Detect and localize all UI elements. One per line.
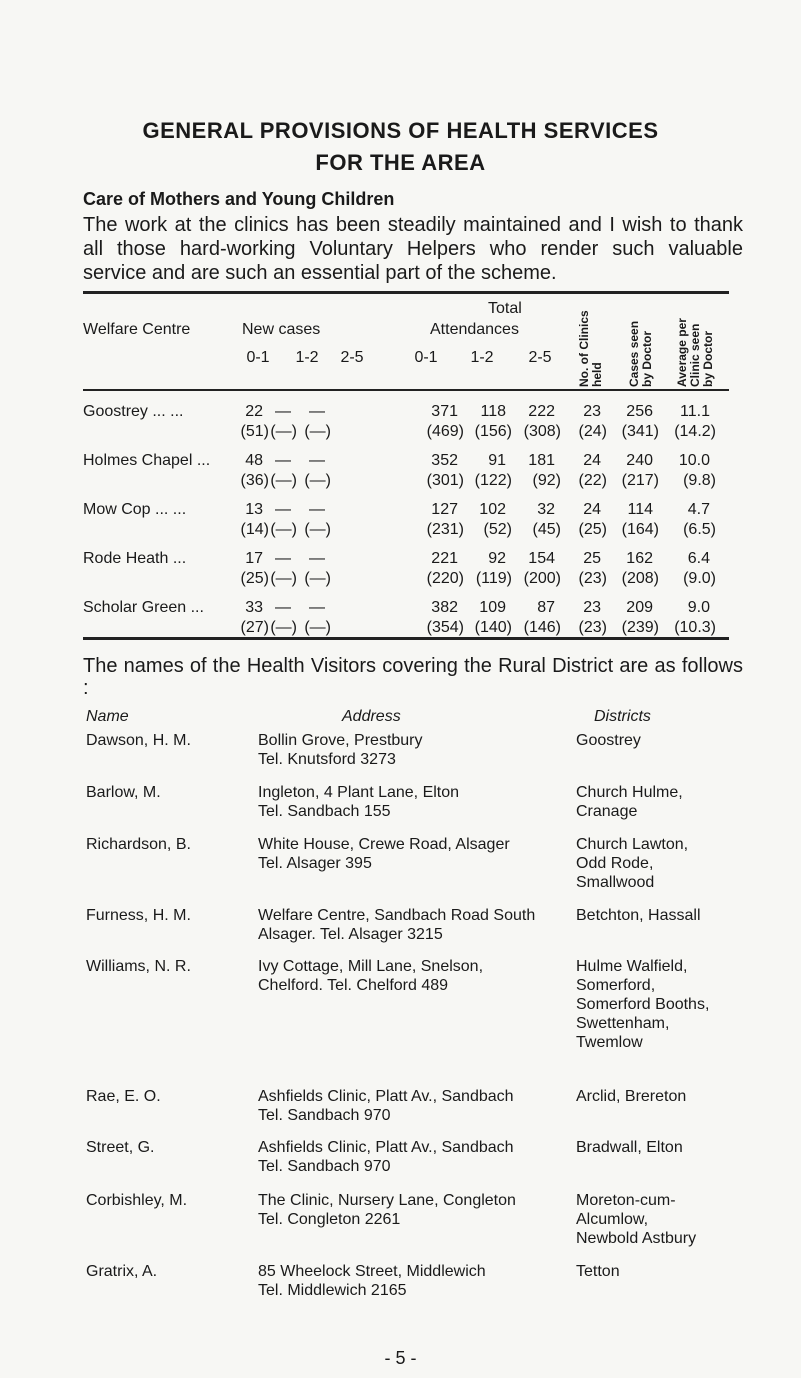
table-cell-previous-year: (—): [304, 423, 331, 440]
table-cell-previous-year: (—): [270, 521, 297, 538]
table-cell-previous-year: (23): [578, 619, 607, 636]
table-cell: 48: [245, 452, 263, 469]
table-cell-previous-year: (301): [426, 472, 464, 489]
page-heading-line1: GENERAL PROVISIONS OF HEALTH SERVICES: [142, 118, 659, 143]
table-top-rule: [83, 291, 729, 294]
header-attendances: Attendances: [430, 321, 519, 338]
table-cell: 102: [479, 501, 506, 518]
table-cell-previous-year: (—): [270, 423, 297, 440]
table-cell-previous-year: (10.3): [674, 619, 716, 636]
table-cell: 25: [583, 550, 601, 567]
table-cell: —: [275, 599, 291, 616]
table-cell-previous-year: (119): [475, 570, 512, 587]
visitor-districts: Hulme Walfield, Somerford, Somerford Booths, Swettenham, Twemlow: [576, 958, 710, 1051]
section-title: Care of Mothers and Young Children: [83, 189, 395, 209]
table-cell-previous-year: (—): [304, 570, 331, 587]
table-cell-previous-year: (—): [304, 521, 331, 538]
table-cell: 91: [488, 452, 506, 469]
table-cell-previous-year: (146): [523, 619, 561, 636]
visitors-header-address: Address: [342, 708, 401, 725]
table-cell-previous-year: (—): [270, 472, 297, 489]
table-cell: —: [309, 452, 325, 469]
table-cell: —: [309, 550, 325, 567]
table-cell: 24: [583, 452, 601, 469]
table-cell-previous-year: (—): [270, 619, 297, 636]
header-clinics-held: No. of Clinics held: [577, 310, 604, 387]
table-cell: —: [309, 501, 325, 518]
table-cell: 9.0: [687, 599, 710, 616]
visitor-address: 85 Wheelock Street, Middlewich Tel. Middlewich 2165: [258, 1263, 486, 1299]
table-cell: 240: [626, 452, 653, 469]
table-cell: 154: [528, 550, 555, 567]
table-cell-previous-year: (354): [426, 619, 464, 636]
table-cell: —: [275, 452, 291, 469]
visitor-address: White House, Crewe Road, Alsager Tel. Alsager 395: [258, 836, 510, 872]
table-cell: 4.7: [687, 501, 710, 518]
table-cell: 11.1: [680, 403, 710, 420]
table-cell-previous-year: (231): [426, 521, 464, 538]
table-cell: 23: [583, 599, 601, 616]
table-cell: 221: [431, 550, 458, 567]
table-cell-previous-year: (469): [426, 423, 464, 440]
visitor-address: Bollin Grove, Prestbury Tel. Knutsford 3273: [258, 732, 423, 768]
visitor-address: The Clinic, Nursery Lane, Congleton Tel. Congleton 2261: [258, 1192, 516, 1228]
table-cell: 162: [626, 550, 653, 567]
table-row-name: Holmes Chapel ...: [83, 452, 211, 469]
table-cell-previous-year: (164): [621, 521, 659, 538]
table-cell: 118: [480, 403, 506, 420]
visitor-name: Corbishley, M.: [86, 1192, 188, 1209]
table-cell-previous-year: (45): [532, 521, 561, 538]
visitor-address: Ashfields Clinic, Platt Av., Sandbach Tel. Sandbach 970: [258, 1088, 514, 1124]
header-age-new-2-5: 2-5: [340, 349, 364, 366]
header-new-cases: New cases: [242, 321, 321, 338]
intro-paragraph: The work at the clinics has been steadily maintained and I wish to thank all those hard-working Voluntary Helpers who render such valuable service and are such an essential part of the scheme.: [83, 214, 743, 284]
table-cell-previous-year: (220): [426, 570, 464, 587]
table-cell-previous-year: (—): [304, 619, 331, 636]
table-cell: 33: [245, 599, 263, 616]
table-cell-previous-year: (92): [532, 472, 561, 489]
table-cell-previous-year: (27): [240, 619, 269, 636]
visitors-header-districts: Districts: [594, 708, 651, 725]
visitor-districts: Betchton, Hassall: [576, 907, 701, 924]
table-cell: 13: [245, 501, 263, 518]
table-row-name: Mow Cop ... ...: [83, 501, 187, 518]
table-cell-previous-year: (156): [474, 423, 512, 440]
visitor-districts: Arclid, Brereton: [576, 1088, 687, 1105]
visitor-districts: Church Hulme, Cranage: [576, 784, 683, 820]
table-cell: 181: [528, 452, 555, 469]
table-cell: 22: [245, 403, 263, 420]
table-cell-previous-year: (51): [240, 423, 269, 440]
header-age-att-0-1: 0-1: [414, 349, 438, 366]
visitor-name: Barlow, M.: [86, 784, 161, 801]
visitor-districts: Tetton: [576, 1263, 620, 1280]
table-cell-previous-year: (25): [240, 570, 269, 587]
table-cell: 371: [431, 403, 458, 420]
visitor-districts: Moreton-cum- Alcumlow, Newbold Astbury: [576, 1192, 697, 1247]
table-cell-previous-year: (6.5): [683, 521, 716, 538]
table-cell-previous-year: (36): [240, 472, 269, 489]
table-row-name: Goostrey ... ...: [83, 403, 184, 420]
table-cell-previous-year: (14.2): [674, 423, 716, 440]
visitor-name: Richardson, B.: [86, 836, 191, 853]
header-total: Total: [488, 300, 522, 317]
table-cell-previous-year: (14): [240, 521, 269, 538]
table-cell: 114: [627, 501, 653, 518]
table-cell: 256: [626, 403, 653, 420]
visitor-address: Ingleton, 4 Plant Lane, Elton Tel. Sandbach 155: [258, 784, 460, 820]
table-cell-previous-year: (52): [483, 521, 512, 538]
visitors-intro: The names of the Health Visitors covering the Rural District are as follows :: [83, 655, 743, 699]
table-cell: —: [275, 550, 291, 567]
table-cell: 23: [583, 403, 601, 420]
table-cell-previous-year: (—): [270, 570, 297, 587]
table-cell-previous-year: (308): [523, 423, 561, 440]
table-cell-previous-year: (122): [474, 472, 512, 489]
table-cell-previous-year: (24): [578, 423, 607, 440]
table-cell-previous-year: (239): [621, 619, 659, 636]
table-cell-previous-year: (341): [621, 423, 659, 440]
header-cases-seen: Cases seen by Doctor: [627, 320, 654, 387]
table-cell: 32: [537, 501, 555, 518]
header-age-new-0-1: 0-1: [246, 349, 270, 366]
table-cell: 209: [626, 599, 653, 616]
visitor-name: Street, G.: [86, 1139, 155, 1156]
table-cell-previous-year: (208): [621, 570, 659, 587]
header-average-per-clinic: Average per Clinic seen by Doctor: [675, 318, 715, 387]
visitors-header-name: Name: [86, 708, 129, 725]
table-cell-previous-year: (—): [304, 472, 331, 489]
table-cell: 92: [488, 550, 506, 567]
visitor-name: Rae, E. O.: [86, 1088, 161, 1105]
table-cell-previous-year: (23): [578, 570, 607, 587]
table-cell-previous-year: (9.0): [683, 570, 716, 587]
table-cell: 10.0: [678, 452, 710, 469]
table-row-name: Scholar Green ...: [83, 599, 204, 616]
table-cell: —: [309, 403, 325, 420]
header-age-new-1-2: 1-2: [295, 349, 319, 366]
visitor-address: Ivy Cottage, Mill Lane, Snelson, Chelford. Tel. Chelford 489: [258, 958, 484, 994]
table-cell-previous-year: (9.8): [683, 472, 716, 489]
page-heading-line2: FOR THE AREA: [315, 150, 486, 175]
table-cell: 382: [431, 599, 458, 616]
visitor-address: Welfare Centre, Sandbach Road South Alsager. Tel. Alsager 3215: [258, 907, 536, 943]
table-cell: 352: [431, 452, 458, 469]
table-cell: —: [275, 501, 291, 518]
table-row-name: Rode Heath ...: [83, 550, 187, 567]
visitor-districts: Church Lawton, Odd Rode, Smallwood: [576, 836, 689, 891]
table-cell-previous-year: (217): [621, 472, 659, 489]
table-cell: 17: [245, 550, 263, 567]
table-header-rule: [83, 389, 729, 391]
header-age-att-1-2: 1-2: [470, 349, 494, 366]
table-cell: —: [309, 599, 325, 616]
table-cell: 222: [528, 403, 555, 420]
visitor-address: Ashfields Clinic, Platt Av., Sandbach Tel. Sandbach 970: [258, 1139, 514, 1175]
visitor-name: Furness, H. M.: [86, 907, 191, 924]
visitor-districts: Goostrey: [576, 732, 641, 749]
visitor-name: Gratrix, A.: [86, 1263, 158, 1280]
page-number: - 5 -: [384, 1348, 417, 1368]
table-cell: 87: [537, 599, 555, 616]
header-welfare-centre: Welfare Centre: [83, 321, 191, 338]
table-cell: 6.4: [687, 550, 710, 567]
header-age-att-2-5: 2-5: [528, 349, 552, 366]
table-cell-previous-year: (25): [578, 521, 607, 538]
table-cell-previous-year: (200): [523, 570, 561, 587]
visitor-name: Williams, N. R.: [86, 958, 191, 975]
table-cell-previous-year: (140): [474, 619, 512, 636]
visitor-districts: Bradwall, Elton: [576, 1139, 683, 1156]
table-cell: —: [275, 403, 291, 420]
table-cell-previous-year: (22): [578, 472, 607, 489]
visitor-name: Dawson, H. M.: [86, 732, 191, 749]
table-cell: 127: [431, 501, 458, 518]
table-cell: 24: [583, 501, 601, 518]
table-cell: 109: [479, 599, 506, 616]
